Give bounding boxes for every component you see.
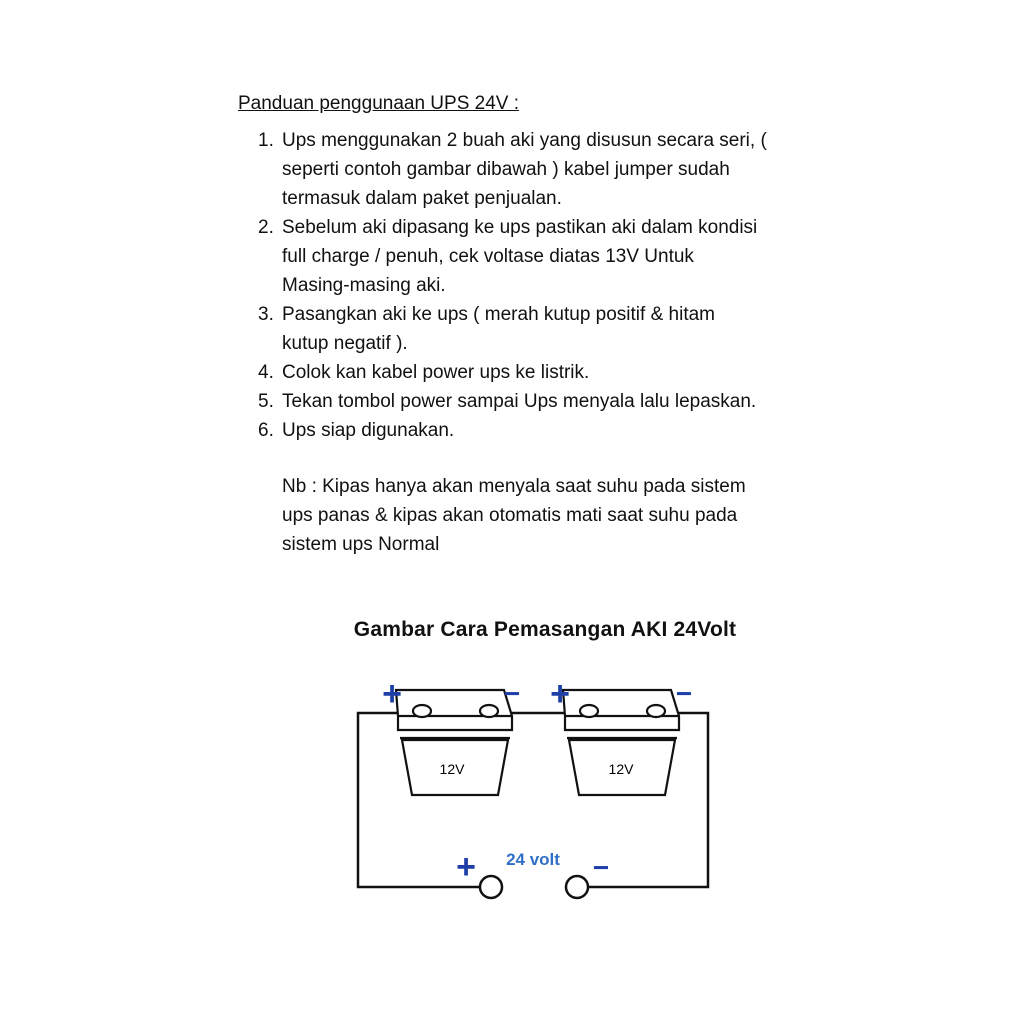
step-text xyxy=(282,387,798,416)
step-line: termasuk dalam paket penjualan. xyxy=(282,188,562,209)
plus-icon: + xyxy=(456,848,476,886)
note-line: ups panas & kipas akan otomatis mati saat suhu pada xyxy=(282,505,738,526)
battery-left xyxy=(396,690,512,795)
step-line: Sebelum aki dipasang ke ups pastikan aki dalam kondisi xyxy=(282,217,758,238)
step-line: Tekan tombol power sampai Ups menyala lalu lepaskan. xyxy=(282,391,757,412)
list-item xyxy=(258,126,798,213)
plus-icon: + xyxy=(550,675,570,713)
step-line: full charge / penuh, cek voltase diatas 13V Untuk xyxy=(282,246,694,267)
battery-terminal-positive xyxy=(580,705,598,717)
plus-icon: + xyxy=(382,675,402,713)
step-text xyxy=(282,213,798,300)
list-item xyxy=(258,358,798,387)
list-item xyxy=(258,416,798,445)
list-item xyxy=(258,213,798,300)
step-number: 3. xyxy=(258,304,274,325)
step-text xyxy=(282,126,798,213)
step-text xyxy=(282,416,798,445)
step-line: kutup negatif ). xyxy=(282,333,408,354)
battery-wiring-diagram xyxy=(340,660,720,910)
step-text xyxy=(282,358,798,387)
battery-terminal-positive xyxy=(413,705,431,717)
step-number: 5. xyxy=(258,391,274,412)
note-line: Nb : Kipas hanya akan menyala saat suhu pada sistem xyxy=(282,476,746,497)
step-number: 2. xyxy=(258,217,274,238)
minus-icon: − xyxy=(503,678,521,709)
output-terminal-negative xyxy=(566,876,588,898)
minus-icon: − xyxy=(675,678,693,709)
list-item xyxy=(258,300,798,358)
step-line: Colok kan kabel power ups ke listrik. xyxy=(282,362,590,383)
output-terminal-positive xyxy=(480,876,502,898)
battery-right xyxy=(563,690,679,795)
step-line: seperti contoh gambar dibawah ) kabel jumper sudah xyxy=(282,159,730,180)
note-line: sistem ups Normal xyxy=(282,534,440,555)
battery-terminal-negative xyxy=(480,705,498,717)
step-line: Ups menggunakan 2 buah aki yang disusun secara seri, ( xyxy=(282,130,767,151)
battery-right-label: 12V xyxy=(608,761,634,777)
step-line: Ups siap digunakan. xyxy=(282,420,455,441)
note-paragraph xyxy=(282,472,782,559)
page-heading: Panduan penggunaan UPS 24V : xyxy=(238,93,520,114)
step-text xyxy=(282,300,798,358)
list-item xyxy=(258,387,798,416)
step-number: 6. xyxy=(258,420,274,441)
battery-left-label: 12V xyxy=(439,761,465,777)
diagram-title: Gambar Cara Pemasangan AKI 24Volt xyxy=(353,618,737,641)
step-line: Masing-masing aki. xyxy=(282,275,446,296)
minus-icon: − xyxy=(592,852,610,883)
instruction-list xyxy=(258,126,798,445)
step-number: 1. xyxy=(258,130,274,151)
output-voltage-label: 24 volt xyxy=(506,850,560,869)
battery-terminal-negative xyxy=(647,705,665,717)
step-line: Pasangkan aki ke ups ( merah kutup positif & hitam xyxy=(282,304,716,325)
step-number: 4. xyxy=(258,362,274,383)
